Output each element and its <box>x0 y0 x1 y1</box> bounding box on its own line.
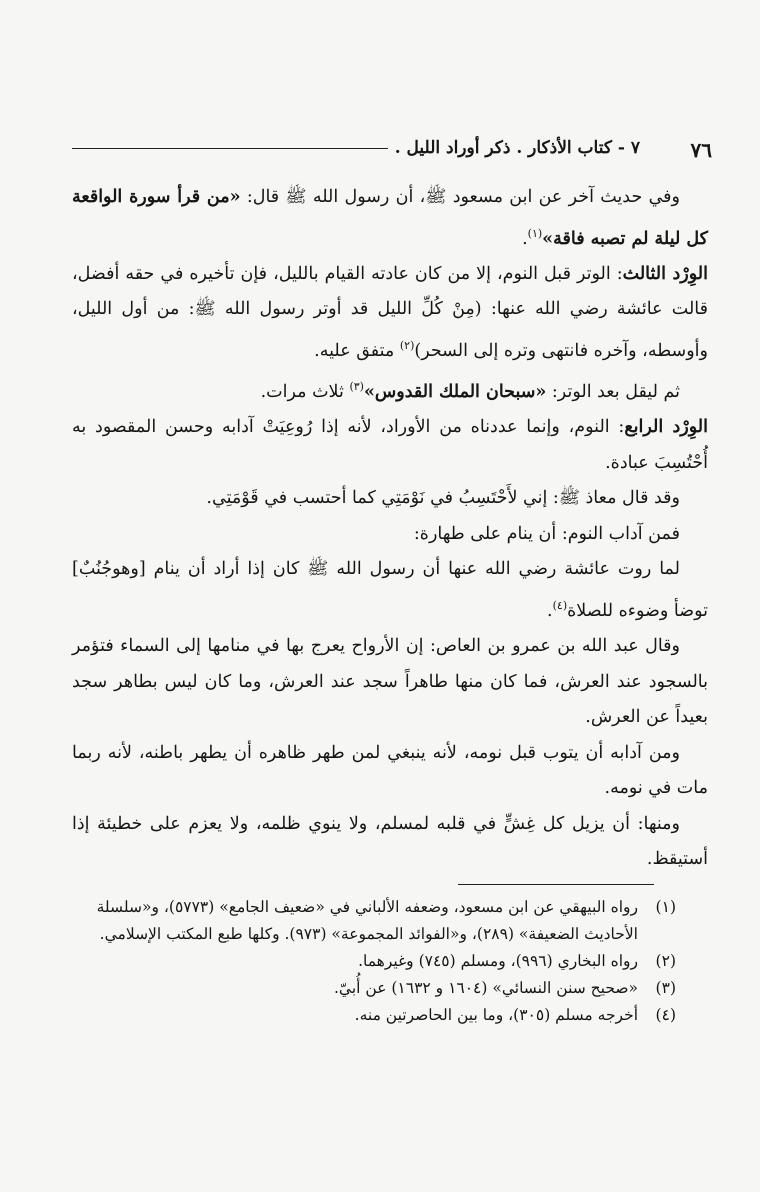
p1-end: . <box>522 228 528 249</box>
footnote-text: رواه البخاري (٩٩٦)، ومسلم (٧٤٥) وغيرهما. <box>358 952 638 970</box>
paragraph-10: ومنها: أن يزيل كل غِشٍّ في قلبه لمسلم، ولا ينوي ظلمه، ولا يعزم على خطيئة إذا أستيقظ. <box>72 813 708 870</box>
running-title: ٧ - كتاب الأذكار . ذكر أوراد الليل . <box>394 138 640 158</box>
p7-end: . <box>547 600 553 621</box>
p4-heading: الوِرْد الرابع <box>624 417 708 438</box>
header-rule <box>72 148 388 149</box>
paragraph-4 <box>72 410 708 481</box>
p1-hadith: «من قرأ سورة الواقعة كل ليلة لم تصبه فاقة» <box>72 187 708 249</box>
page-number: ٧٦ <box>690 138 712 162</box>
footnote-ref-3: (٣) <box>349 380 364 394</box>
p3-intro: ثم ليقل بعد الوتر: <box>546 381 680 402</box>
p2-end: متفق عليه. <box>314 340 400 361</box>
page-header <box>72 138 712 168</box>
paragraph-7 <box>72 552 708 629</box>
footnote-ref-2: (٢) <box>399 338 415 352</box>
paragraph-1 <box>72 180 708 257</box>
footnote-2 <box>80 948 676 975</box>
paragraph-2 <box>72 257 708 369</box>
p3-dhikr: «سبحان الملك القدوس» <box>363 381 547 402</box>
footnote-separator <box>458 884 654 885</box>
paragraph-5: وقد قال معاذ ﷺ: إني لأَحْتَسِبُ في نَوْمَتِي كما أحتسب في قَوْمَتِي. <box>206 488 680 509</box>
footnote-4 <box>80 1002 676 1029</box>
paragraph-9: ومن آدابه أن يتوب قبل نومه، لأنه ينبغي لمن طهر ظاهره أن يطهر باطنه، لأنه ربما مات في نومه. <box>72 742 708 799</box>
footnote-text: رواه البيهقي عن ابن مسعود، وضعفه الألباني في «ضعيف الجامع» (٥٧٧٣)، و«سلسلة الأحاديث الضعيفة» (٢٨٩)، و«الفوائد المجموعة» (٩٧٣). وكلها طبع المكتب الإسلامي. <box>96 898 638 943</box>
footnote-1 <box>80 894 676 948</box>
footnote-number: (١) <box>655 898 676 916</box>
p3-end: ثلاث مرات. <box>260 381 350 402</box>
footnote-ref-1: (١) <box>527 226 543 240</box>
footnote-number: (٤) <box>655 1006 676 1024</box>
footnotes <box>80 894 676 1029</box>
footnote-number: (٢) <box>655 952 676 970</box>
footnote-text: أخرجه مسلم (٣٠٥)، وما بين الحاصرتين منه. <box>354 1006 638 1024</box>
footnote-number: (٣) <box>655 979 676 997</box>
p2-heading: الوِرْد الثالث <box>622 263 708 284</box>
footnote-3 <box>80 975 676 1002</box>
footnote-ref-4: (٤) <box>552 598 568 612</box>
paragraph-6: فمن آداب النوم: أن ينام على طهارة: <box>413 523 680 544</box>
main-text <box>72 180 708 878</box>
p4-text: : النوم، وإنما عددناه من الأوراد، لأنه إذا رُوعِيَتْ آدابه وحسن المقصود به أُحْتُسِبَ عبادة. <box>72 417 708 473</box>
p2-text: : الوتر قبل النوم، إلا من كان عادته القيام بالليل، فإن تأخيره في حقه أفضل، قالت عائشة رضي الله عنها: (مِنْ كُلِّ الليل قد أوتر رسول الله ﷺ: من أول الليل، وأوسطه، وآخره فانتهى وتره إلى السحر) <box>72 263 708 361</box>
p7-text: لما روت عائشة رضي الله عنها أن رسول الله ﷺ كان إذا أراد أن ينام [وهوجُنُبٌ] توضأ وضوءه للصلاة <box>72 559 708 621</box>
paragraph-3 <box>72 369 708 410</box>
paragraph-8: وقال عبد الله بن عمرو بن العاص: إن الأرواح يعرج بها في منامها إلى السماء فتؤمر بالسجود عند العرش، فما كان منها طاهراً سجد عند العرش، وما كان ليس بطاهر سجد بعيداً عن العرش. <box>72 636 708 728</box>
p1-intro: وفي حديث آخر عن ابن مسعود ﷺ، أن رسول الله ﷺ قال: <box>240 187 680 207</box>
footnote-text: «صحيح سنن النسائي» (١٦٠٤ و ١٦٣٢) عن أُبيّ. <box>334 979 638 997</box>
